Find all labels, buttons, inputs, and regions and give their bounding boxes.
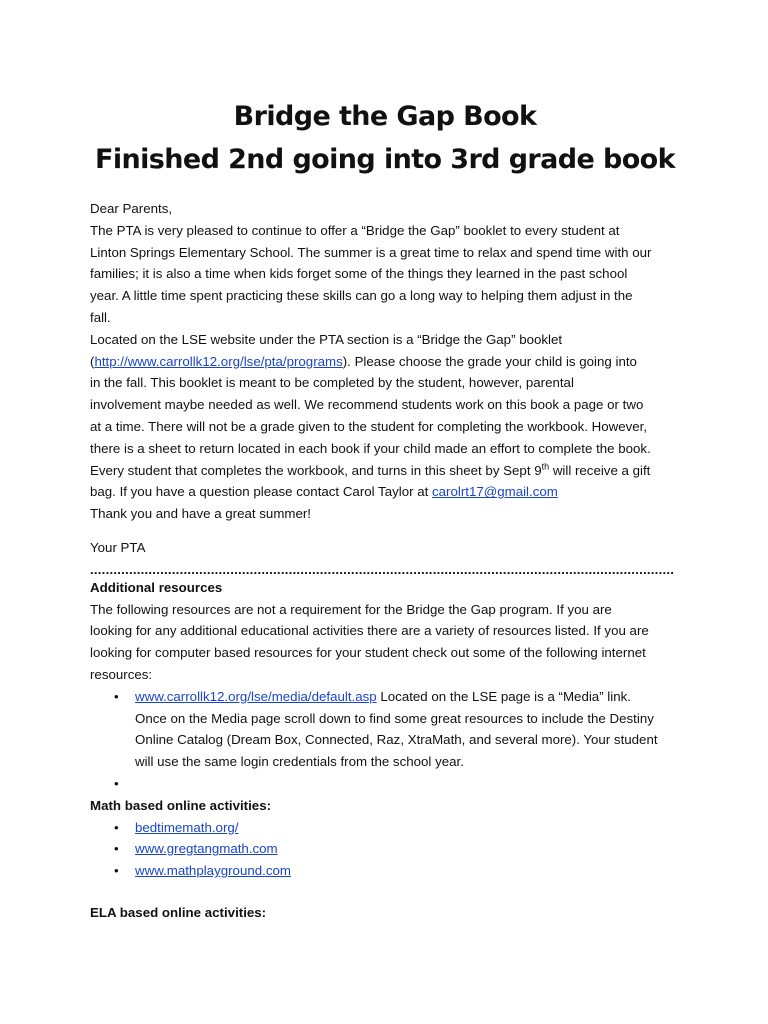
thanks-line: Thank you and have a great summer! xyxy=(90,506,311,522)
sept-text: Every student that completes the workbook, and turns in this sheet by Sept 9 xyxy=(90,462,542,478)
media-line: will use the same login credentials from the school year. xyxy=(135,754,464,770)
resource-list xyxy=(90,686,680,795)
list-item xyxy=(90,817,680,839)
media-text: Located on the LSE page is a “Media” link. xyxy=(376,688,631,704)
bullet-icon: • xyxy=(114,688,119,704)
letter-line: year. A little time spent practicing these skills can go a long way to helping them adjust in the xyxy=(90,288,633,304)
list-item xyxy=(90,686,680,773)
media-link[interactable]: www.carrollk12.org/lse/media/default.asp xyxy=(135,688,377,704)
letter-line: families; it is also a time when kids forget some of the things they learned in the past school xyxy=(90,266,628,282)
mathplayground-link[interactable]: www.mathplayground.com xyxy=(135,863,291,879)
letter-line: Located on the LSE website under the PTA section is a “Bridge the Gap” booklet xyxy=(90,331,563,347)
letter-line: The PTA is very pleased to continue to offer a “Bridge the Gap” booklet to every student at xyxy=(90,222,620,238)
additional-line: looking for computer based resources for your student check out some of the following internet xyxy=(90,645,646,661)
contact-line xyxy=(90,481,680,503)
bullet-icon: • xyxy=(114,775,119,791)
gregtangmath-link[interactable]: www.gregtangmath.com xyxy=(135,841,278,857)
bedtimemath-link[interactable]: bedtimemath.org/ xyxy=(135,819,239,835)
additional-line: resources: xyxy=(90,666,153,682)
programs-link-line xyxy=(90,351,680,373)
math-links-list xyxy=(90,817,680,882)
programs-link[interactable]: http://www.carrollk12.org/lse/pta/programs xyxy=(94,353,343,369)
letter-line: involvement maybe needed as well. We recommend students work on this book a page or two xyxy=(90,397,644,413)
additional-resources-heading: Additional resources xyxy=(90,579,223,595)
sept-line xyxy=(90,460,680,482)
bullet-icon: • xyxy=(114,819,119,835)
open-paren: ( xyxy=(90,353,95,369)
letter-line: Linton Springs Elementary School. The summer is a great time to relax and spend time with our xyxy=(90,244,652,260)
dotted-divider: ...................................................................................................................................................... xyxy=(90,562,675,577)
media-line: Online Catalog (Dream Box, Connected, Raz, XtraMath, and several more). Your student xyxy=(135,732,658,748)
contact-text: bag. If you have a question please contact Carol Taylor at xyxy=(90,484,432,500)
page-subtitle: Finished 2nd going into 3rd grade book xyxy=(95,144,675,175)
programs-line-rest: ). Please choose the grade your child is going into xyxy=(342,353,637,369)
bullet-icon: • xyxy=(114,841,119,857)
math-heading: Math based online activities: xyxy=(90,797,272,813)
letter-line: fall. xyxy=(90,309,111,325)
greeting: Dear Parents, xyxy=(90,201,173,216)
spacer xyxy=(90,525,680,537)
signature: Your PTA xyxy=(90,539,146,555)
letter-body xyxy=(90,198,680,924)
list-item xyxy=(90,773,680,795)
sept-text-after: will receive a gift xyxy=(549,462,651,478)
letter-line: there is a sheet to return located in each book if your child made an effort to complete the book. xyxy=(90,440,651,456)
additional-line: The following resources are not a requirement for the Bridge the Gap program. If you are xyxy=(90,601,612,617)
spacer xyxy=(90,882,680,902)
letter-line: in the fall. This booklet is meant to be completed by the student, however, parental xyxy=(90,375,574,391)
letter-line: at a time. There will not be a grade given to the student for completing the workbook. However, xyxy=(90,418,648,434)
page-title: Bridge the Gap Book xyxy=(233,101,537,132)
bullet-icon: • xyxy=(114,863,119,879)
ela-heading: ELA based online activities: xyxy=(90,904,267,920)
media-line: Once on the Media page scroll down to find some great resources to include the Destiny xyxy=(135,710,654,726)
list-item xyxy=(90,838,680,860)
sept-superscript: th xyxy=(541,461,550,472)
title-block xyxy=(80,95,690,181)
contact-email-link[interactable]: carolrt17@gmail.com xyxy=(432,484,558,500)
list-item xyxy=(90,860,680,882)
additional-line: looking for any additional educational activities there are a variety of resources listed. If you are xyxy=(90,623,649,639)
